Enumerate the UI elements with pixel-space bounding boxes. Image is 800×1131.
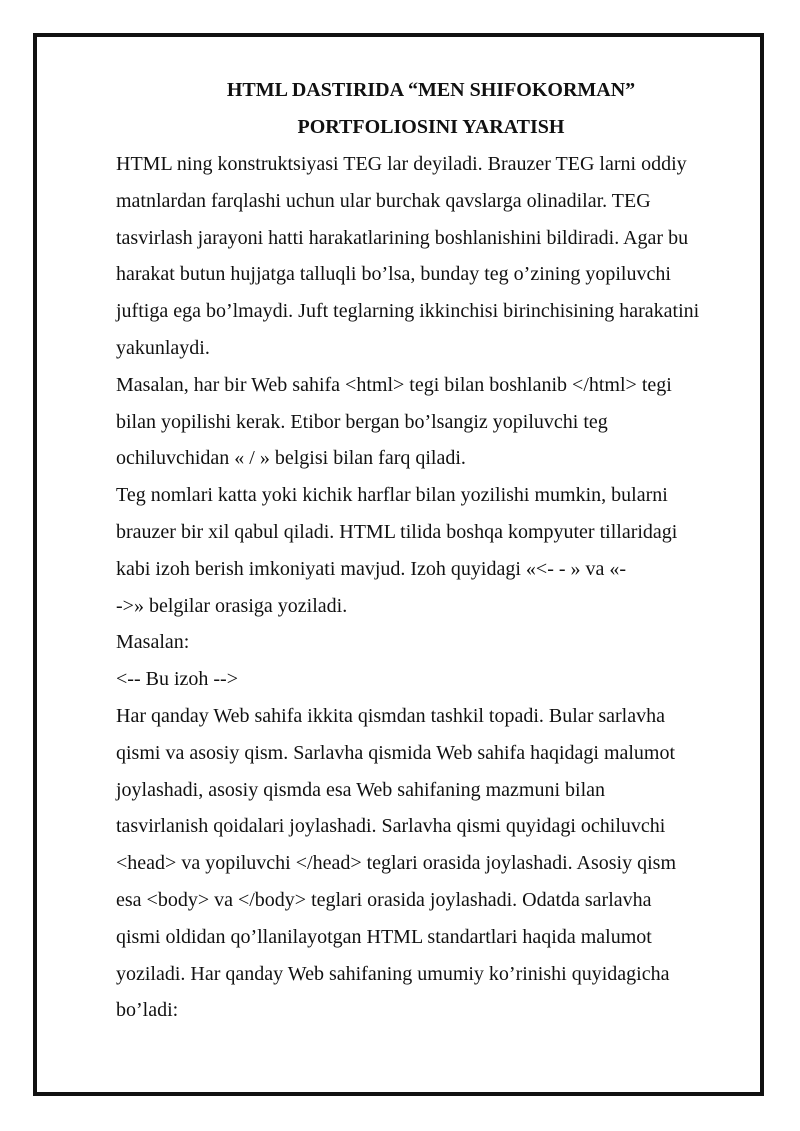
text-line: kabi izoh berish imkoniyati mavjud. Izoh quyidagi «<- - » va «-	[116, 557, 627, 580]
document-body	[116, 72, 756, 1029]
text-line: harakat butun hujjatga talluqli bo’lsa, bunday teg o’zining yopiluvchi	[116, 263, 671, 286]
text-line: qismi va asosiy qism. Sarlavha qismida Web sahifa haqidagi malumot	[116, 741, 676, 764]
text-line: ->» belgilar orasiga yoziladi.	[116, 594, 348, 617]
text-line: <head> va yopiluvchi </head> teglari orasida joylashadi. Asosiy qism	[116, 852, 677, 875]
document-title	[116, 72, 756, 146]
text-line: Har qanday Web sahifa ikkita qismdan tashkil topadi. Bular sarlavha	[116, 704, 665, 727]
text-line: matnlardan farqlashi uchun ular burchak qavslarga olinadilar. TEG	[116, 189, 651, 212]
paragraph	[116, 367, 756, 477]
text-line: joylashadi, asosiy qismda esa Web sahifaning mazmuni bilan	[116, 778, 606, 801]
text-line: juftiga ega bo’lmaydi. Juft teglarning ikkinchisi birinchisining harakatini	[116, 300, 700, 323]
text-line: HTML ning konstruktsiyasi TEG lar deyiladi. Brauzer TEG larni oddiy	[116, 153, 687, 175]
text-line: Masalan, har bir Web sahifa <html> tegi bilan boshlanib </html> tegi	[116, 373, 672, 396]
title-line: PORTFOLIOSINI YARATISH	[297, 116, 565, 138]
text-line: <-- Bu izoh -->	[116, 668, 238, 691]
text-line: bilan yopilishi kerak. Etibor bergan bo’lsangiz yopiluvchi teg	[116, 410, 608, 433]
paragraph	[116, 146, 756, 367]
text-line: Masalan:	[116, 631, 190, 654]
paragraph	[116, 624, 756, 661]
title-line: HTML DASTIRIDA “MEN SHIFOKORMAN”	[226, 79, 636, 101]
paragraph	[116, 698, 756, 1029]
text-line: tasvirlanish qoidalari joylashadi. Sarlavha qismi quyidagi ochiluvchi	[116, 815, 666, 838]
text-line: ochiluvchidan « / » belgisi bilan farq qiladi.	[116, 447, 466, 470]
paragraph	[116, 477, 756, 624]
text-line: brauzer bir xil qabul qiladi. HTML tilida boshqa kompyuter tillaridagi	[116, 520, 678, 543]
text-line: qismi oldidan qo’llanilayotgan HTML standartlari haqida malumot	[116, 925, 652, 948]
text-line: esa <body> va </body> teglari orasida joylashadi. Odatda sarlavha	[116, 888, 652, 911]
text-line: tasvirlash jarayoni hatti harakatlarining boshlanishini bildiradi. Agar bu	[116, 226, 689, 249]
text-line: bo’ladi:	[116, 999, 179, 1022]
text-line: yoziladi. Har qanday Web sahifaning umumiy ko’rinishi quyidagicha	[116, 962, 670, 985]
code-comment-example	[116, 661, 756, 698]
text-line: Teg nomlari katta yoki kichik harflar bilan yozilishi mumkin, bularni	[116, 484, 668, 507]
text-line: yakunlaydi.	[116, 336, 210, 359]
